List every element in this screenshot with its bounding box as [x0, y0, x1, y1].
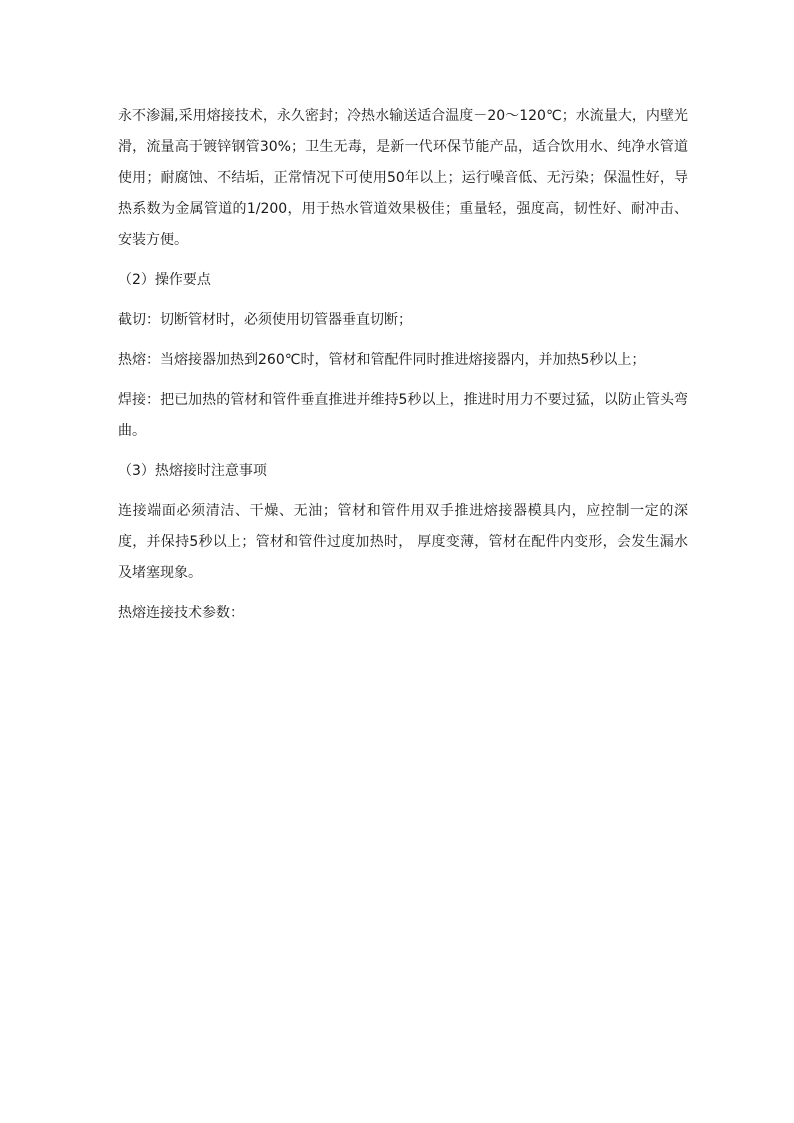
heading-operation-points: （2）操作要点 — [118, 272, 211, 288]
paragraph-connection-notes: 连接端面必须清洁、干燥、无油；管材和管件用双手推进熔接器模具内，应控制一定的深度，并保持5秒以上；管材和管件过度加热时， 厚度变薄，管材在配件内变形，会发生漏水及堵塞现象。 — [118, 503, 688, 581]
heading-hot-melt-parameters: 热熔连接技术参数： — [118, 605, 244, 621]
paragraph-welding: 焊接：把已加热的管材和管件垂直推进并维持5秒以上，推进时用力不要过猛，以防止管头弯曲。 — [118, 392, 688, 439]
document-body — [118, 101, 688, 629]
heading-hot-melt-notes: （3）热熔接时注意事项 — [118, 463, 267, 479]
paragraph-product-features: 永不渗漏,采用熔接技术，永久密封；冷热水输送适合温度－20～120℃；水流量大，内壁光滑，流量高于镀锌钢管30%；卫生无毒，是新一代环保节能产品，适合饮用水、纯净水管道使用；耐腐蚀、不结垢，正常情况下可使用50年以上；运行噪音低、无污染；保温性好，导热系数为金属管道的1/200，用于热水管道效果极佳；重量轻，强度高，韧性好、耐冲击、安装方便。 — [118, 108, 688, 248]
paragraph-hot-melt: 热熔：当熔接器加热到260℃时，管材和管配件同时推进熔接器内，并加热5秒以上； — [118, 352, 646, 368]
paragraph-cutting: 截切：切断管材时，必须使用切管器垂直切断； — [118, 312, 412, 328]
